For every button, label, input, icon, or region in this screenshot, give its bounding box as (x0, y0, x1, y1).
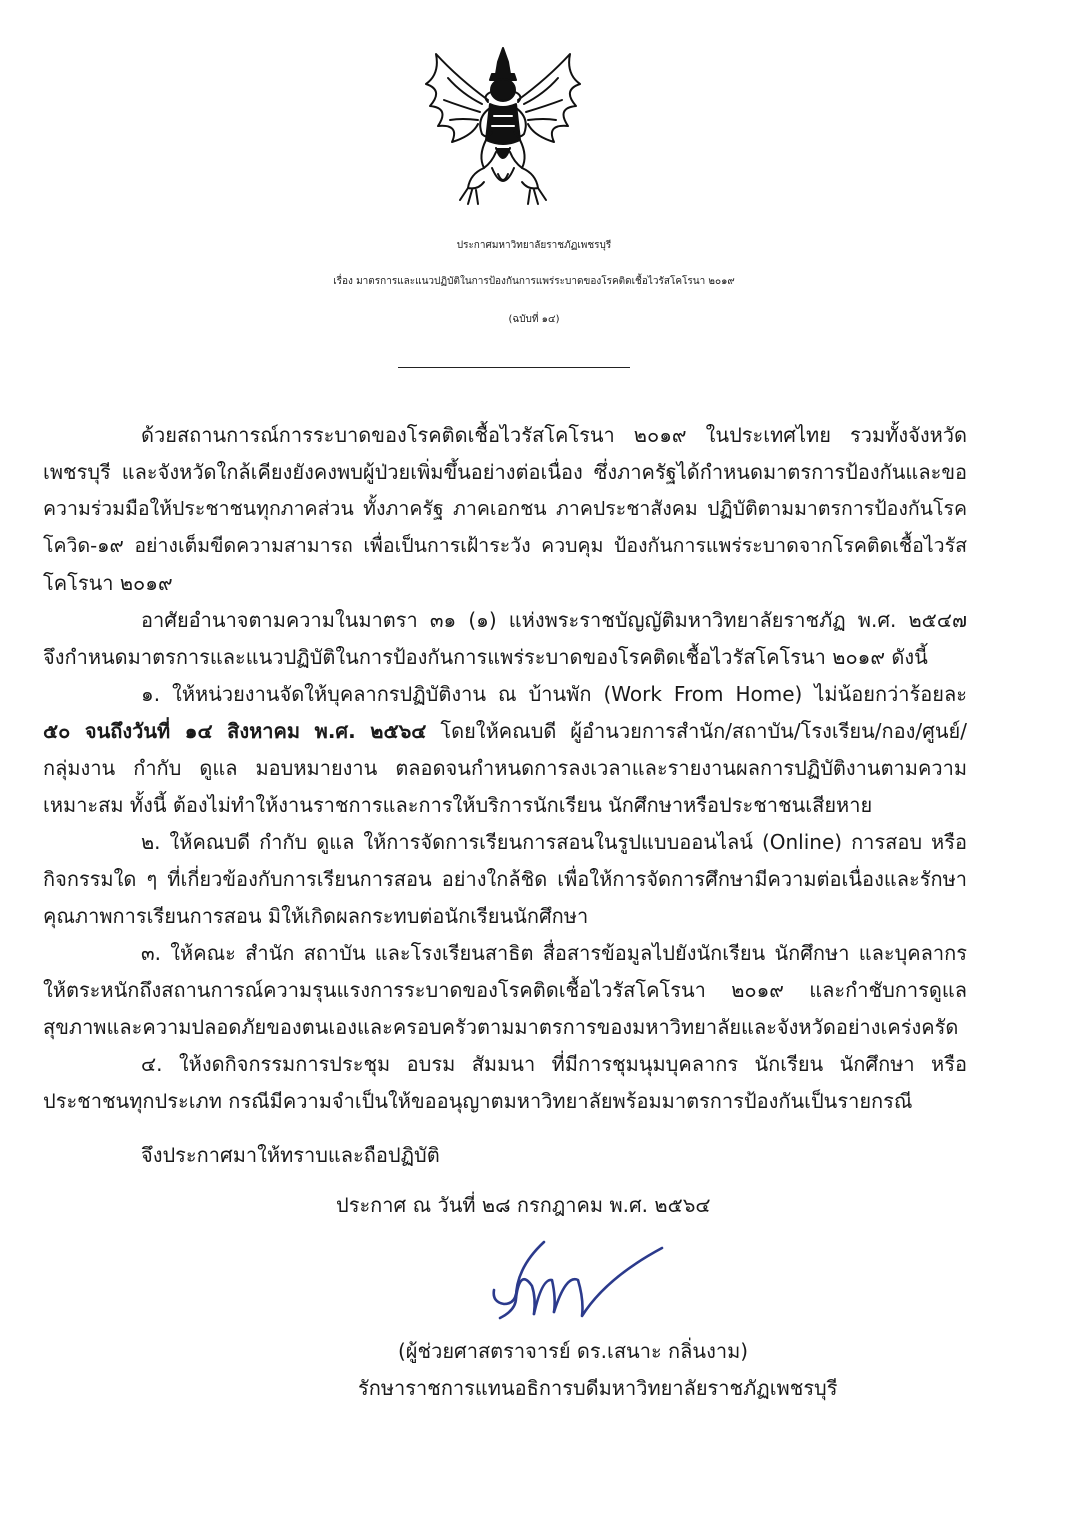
signer-position: รักษาราชการแทนอธิการบดีมหาวิทยาลัยราชภัฏเพชรบุรี (358, 1376, 838, 1400)
title-divider (398, 367, 630, 368)
item-4-line: ๔. ให้งดกิจกรรมการประชุม อบรม สัมมนา ที่มีการชุมนุมบุคลากร นักเรียน นักศึกษา หรือ (141, 1052, 967, 1076)
item-4-line: ประชาชนทุกประเภท กรณีมีความจำเป็นให้ขออนุญาตมหาวิทยาลัยพร้อมมาตรการป้องกันเป็นรายกรณี (43, 1089, 913, 1113)
item-3-line: ให้ตระหนักถึงสถานการณ์ความรุนแรงการระบาดของโรคติดเชื้อไวรัสโคโรนา ๒๐๑๙ และกำชับการดูแล (43, 978, 967, 1002)
item-1-line (43, 714, 967, 748)
intro-line: เพชรบุรี และจังหวัดใกล้เคียงยังคงพบผู้ป่วยเพิ่มขึ้นอย่างต่อเนื่อง ซึ่งภาครัฐได้กำหนดมาตรการป้องกันและขอ (43, 460, 967, 484)
authority-line: จึงกำหนดมาตรการและแนวปฏิบัติในการป้องกันการแพร่ระบาดของโรคติดเชื้อไวรัสโคโรนา ๒๐๑๙ ดังนี้ (43, 645, 928, 669)
intro-line: ความร่วมมือให้ประชาชนทุกภาคส่วน ทั้งภาครัฐ ภาคเอกชน ภาคประชาสังคม ปฏิบัติตามมาตรการป้องกันโรค (43, 497, 967, 520)
item-1-deadline: ๕๐ จนถึงวันที่ ๑๔ สิงหาคม พ.ศ. ๒๕๖๔ (43, 719, 427, 743)
signature-image (486, 1238, 676, 1324)
closing-line: จึงประกาศมาให้ทราบและถือปฏิบัติ (141, 1143, 440, 1167)
announcement-title: ประกาศมหาวิทยาลัยราชภัฏเพชรบุรี (456, 240, 612, 251)
authority-line: อาศัยอำนาจตามความในมาตรา ๓๑ (๑) แห่งพระราชบัญญัติมหาวิทยาลัยราชภัฏ พ.ศ. ๒๕๔๗ (141, 608, 967, 632)
item-2-line: กิจกรรมใด ๆ ที่เกี่ยวข้องกับการเรียนการสอน อย่างใกล้ชิด เพื่อให้การจัดการศึกษามีความต่อเนื่องและรักษา (43, 867, 967, 891)
garuda-emblem-icon (418, 44, 588, 212)
item-1-line: เหมาะสม ทั้งนี้ ต้องไม่ทำให้งานราชการและการให้บริการนักเรียน นักศึกษาหรือประชาชนเสียหาย (43, 793, 873, 817)
item-1-line: กลุ่มงาน กำกับ ดูแล มอบหมายงาน ตลอดจนกำหนดการลงเวลาและรายงานผลการปฏิบัติงานตามความ (43, 756, 967, 780)
item-1-text: โดยให้คณบดี ผู้อำนวยการสำนัก/สถาบัน/โรงเรียน/กอง/ศูนย์/ (426, 719, 967, 743)
intro-line: โคโรนา ๒๐๑๙ (43, 571, 173, 595)
announcement-date: ประกาศ ณ วันที่ ๒๘ กรกฎาคม พ.ศ. ๒๕๖๔ (336, 1193, 711, 1217)
intro-line: ด้วยสถานการณ์การระบาดของโรคติดเชื้อไวรัสโคโรนา ๒๐๑๙ ในประเทศไทย รวมทั้งจังหวัด (141, 423, 967, 447)
item-2-line: ๒. ให้คณบดี กำกับ ดูแล ให้การจัดการเรียนการสอนในรูปแบบออนไลน์ (Online) การสอบ หรือ (141, 830, 967, 854)
announcement-issue: (ฉบับที่ ๑๔) (508, 314, 560, 325)
item-2-line: คุณภาพการเรียนการสอน มิให้เกิดผลกระทบต่อนักเรียนนักศึกษา (43, 904, 589, 928)
intro-line: โควิด-๑๙ อย่างเต็มขีดความสามารถ เพื่อเป็นการเฝ้าระวัง ควบคุม ป้องกันการแพร่ระบาดจากโรคติดเชื้อไวรัส (43, 534, 967, 557)
announcement-subject: เรื่อง มาตรการและแนวปฏิบัติในการป้องกันการแพร่ระบาดของโรคติดเชื้อไวรัสโคโรนา ๒๐๑๙ (333, 276, 735, 287)
item-3-line: ๓. ให้คณะ สำนัก สถาบัน และโรงเรียนสาธิต สื่อสารข้อมูลไปยังนักเรียน นักศึกษา และบุคลากร (141, 941, 967, 965)
signer-name: (ผู้ช่วยศาสตราจารย์ ดร.เสนาะ กลิ่นงาม) (398, 1339, 749, 1363)
item-1-line: ๑. ให้หน่วยงานจัดให้บุคลากรปฏิบัติงาน ณ บ้านพัก (Work From Home) ไม่น้อยกว่าร้อยละ (141, 682, 967, 706)
item-3-line: สุขภาพและความปลอดภัยของตนเองและครอบครัวตามมาตรการของมหาวิทยาลัยและจังหวัดอย่างเคร่งครัด (43, 1015, 959, 1039)
